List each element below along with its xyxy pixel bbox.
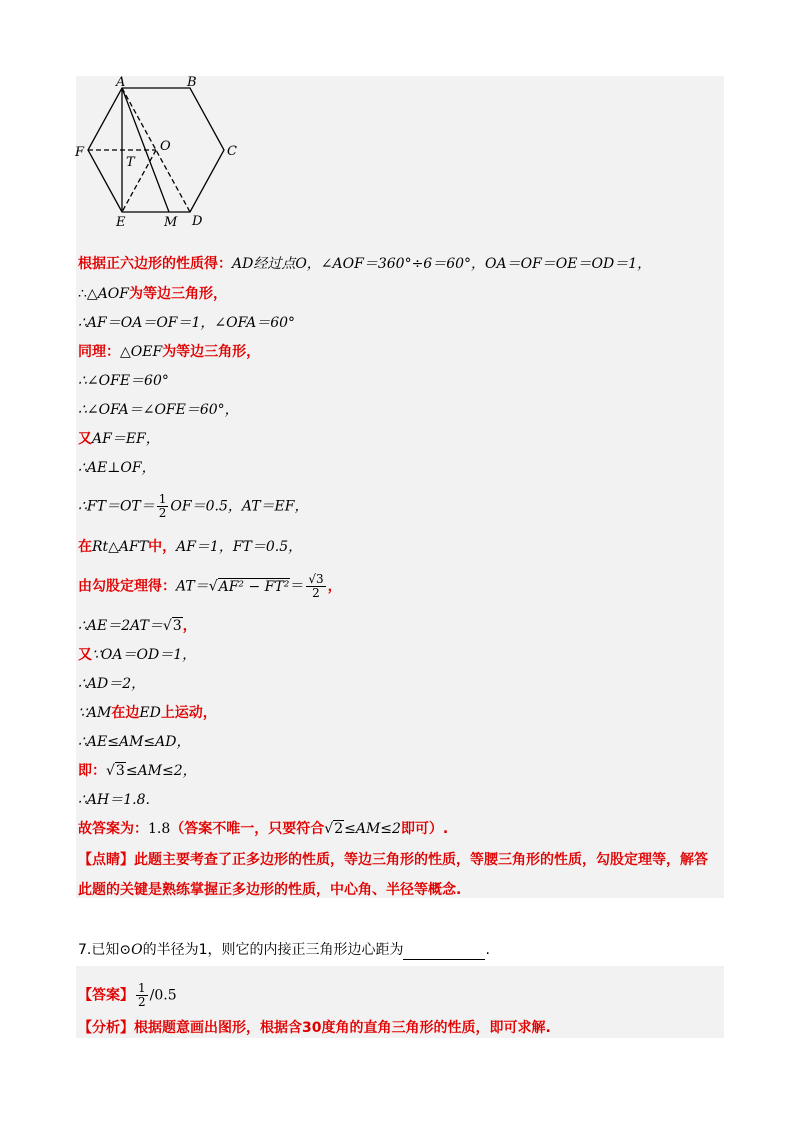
comment-line-1: 【点睛】此题主要考查了正多边形的性质，等边三角形的性质，等腰三角形的性质，勾股定理等，解答	[78, 852, 708, 868]
label-E: E	[116, 215, 126, 230]
label-C: C	[227, 144, 237, 159]
solution-line-15: ∵AM在边ED上运动，	[78, 705, 217, 721]
label-F: F	[75, 145, 85, 160]
solution-line-7: 又AF＝EF，	[78, 431, 160, 447]
label-A: A	[116, 76, 126, 90]
solution-line-13: 又∵OA＝OD＝1，	[78, 647, 197, 663]
question-7: 7.已知⊙O的半径为1，则它的内接正三角形边心距为 .	[78, 942, 490, 958]
circle-o-symbol: ⊙O	[119, 942, 143, 958]
solution-line-10: 在Rt△AFT中，AF＝1，FT＝0.5，	[78, 539, 303, 555]
solution-line-18: ∴AH＝1.8.	[78, 792, 150, 808]
solution-line-14: ∴AD＝2，	[78, 676, 146, 692]
solution-line-3: ∴AF＝OA＝OF＝1，∠OFA＝60°	[78, 315, 296, 331]
hexagon-figure	[72, 76, 252, 230]
answer-fraction: $\frac{1}{2}$	[138, 981, 146, 1009]
label-T: T	[126, 155, 135, 170]
solution-line-8: ∴AE⊥OF，	[78, 460, 156, 476]
fraction-sqrt3-over-2: $\frac{√3}{2}$	[308, 572, 324, 600]
fraction-half: $\frac{1}{2}$	[158, 492, 167, 520]
label-O: O	[160, 139, 171, 154]
label-B: B	[187, 76, 197, 90]
solution-line-1: 根据正六边形的性质得：AD经过点O，∠AOF＝360°÷6＝60°，OA＝OF＝OE＝OD＝1，	[78, 256, 652, 272]
solution-line-2: ∴△AOF为等边三角形，	[78, 286, 227, 302]
solution-line-11: 由勾股定理得：AT＝√AF² − FT²＝ $\frac{√3}{2}$ ，	[78, 572, 342, 600]
solution-line-4: 同理：△OEF为等边三角形，	[78, 344, 261, 360]
answer-line: 【答案】 $\frac{1}{2}$ /0.5	[78, 981, 177, 1009]
label-M: M	[164, 215, 178, 230]
solution-line-9: ∴FT＝OT＝ $\frac{1}{2}$ OF＝0.5，AT＝EF，	[78, 492, 309, 520]
label-D: D	[192, 214, 203, 229]
solution-line-16: ∴AE≤AM≤AD，	[78, 734, 191, 750]
answer-blank	[403, 945, 485, 960]
solution-line-12: ∴AE＝2AT＝√3，	[78, 618, 197, 634]
solution-line-6: ∴∠OFA＝∠OFE＝60°，	[78, 402, 239, 418]
solution-line-17: 即：√3≤AM≤2，	[78, 763, 197, 779]
analysis-line: 【分析】根据题意画出图形，根据含30度角的直角三角形的性质，即可求解.	[78, 1020, 551, 1036]
solution-line-5: ∴∠OFE＝60°	[78, 373, 169, 389]
solution-line-19: 故答案为：1.8（答案不唯一，只要符合√2≤AM≤2即可）.	[78, 821, 449, 837]
comment-line-2: 此题的关键是熟练掌握正多边形的性质，中心角、半径等概念.	[78, 882, 462, 898]
